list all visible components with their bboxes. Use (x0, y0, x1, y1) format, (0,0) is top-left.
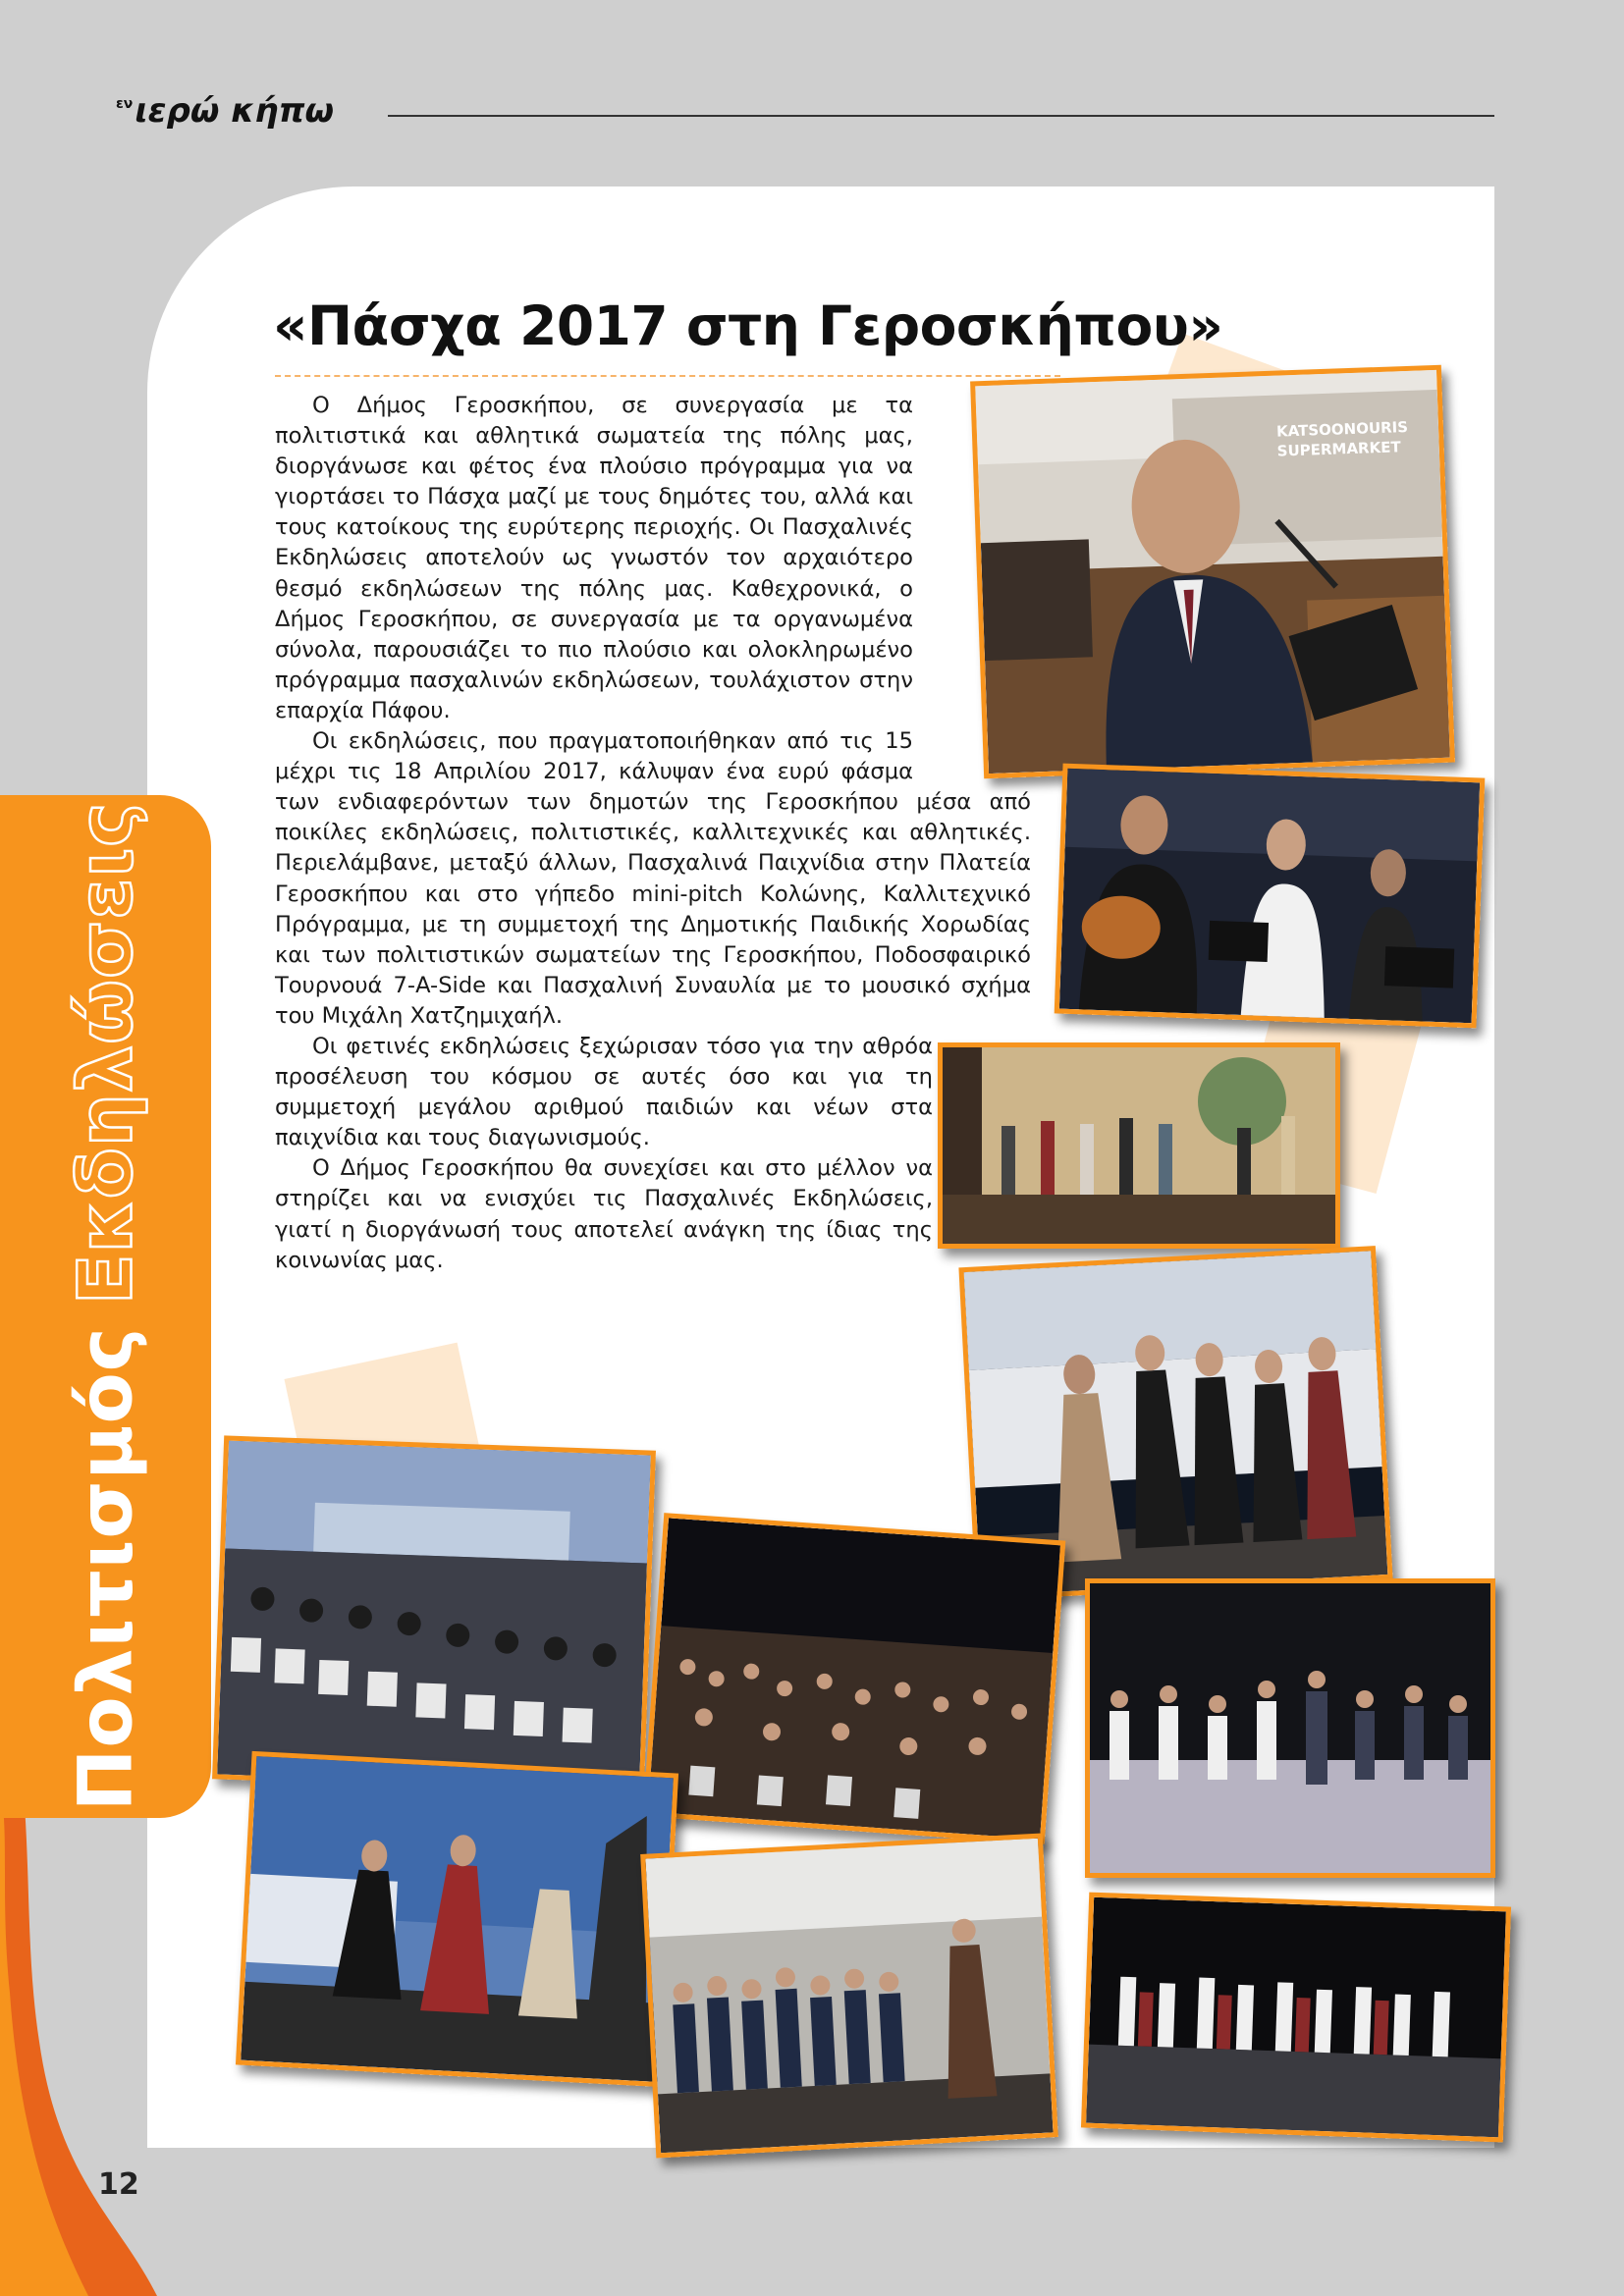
photo-night-dancers (1081, 1893, 1511, 2143)
photo-night-crowd (643, 1513, 1066, 1844)
photo-theatre-play (938, 1042, 1340, 1249)
sign-text-1: KATSOONOURIS (1275, 417, 1409, 441)
photo-children-choir (640, 1833, 1058, 2158)
photo-audience-seated (212, 1435, 656, 1793)
photo-musicians (1055, 764, 1486, 1029)
article-title: «Πάσχα 2017 στη Γεροσκήπου» (273, 294, 1223, 357)
article-paragraph: Οι φετινές εκδηλώσεις ξεχώρισαν τόσο για την αθρόα προσέλευση του κόσμου σε αυτές όσο και για τη συμμετοχή μεγάλου αριθμού παιδιών και νέων στα παιχνίδια και τους διαγωνισμούς. (275, 1033, 933, 1151)
photo-mayor-speech (970, 365, 1455, 779)
header-rule (388, 115, 1494, 117)
photo-folk-dance-twilight (236, 1751, 678, 2087)
brand-name: ιερώ κήπω (135, 91, 335, 131)
magazine-brand (116, 91, 335, 131)
article-paragraph: Ο Δήμος Γεροσκήπου θα συνεχίσει και στο μέλλον να στηρίζει και να ενισχύει τις Πασχαλινές Εκδηλώσεις, γιατί η διοργάνωσή τους αποτελεί ανάγκη της ίδιας της κοινωνίας μας. (275, 1155, 933, 1273)
section-word-2: Εκδηλώσεις (61, 801, 149, 1306)
sign-text-2: SUPERMARKET (1276, 438, 1401, 460)
photo-circle-dance (1085, 1578, 1495, 1878)
section-label (62, 802, 149, 1812)
title-rule (275, 375, 1060, 377)
page-number: 12 (98, 2167, 139, 2202)
brand-prefix: εν (116, 96, 134, 112)
section-word-1: Πολιτισμός (61, 1326, 149, 1812)
article-paragraph: Οι εκδηλώσεις, που πραγματοποιήθηκαν από τις 15 μέχρι τις 18 Απριλίου 2017, κάλυψαν ένα ευρύ φάσμα των ενδιαφερόντων των δημοτών της Γεροσκήπου μέσα από ποικίλες εκδηλώσεις, πολιτιστικές, καλλιτεχνικές και αθλητικές. Περιελάμβανε, μεταξύ άλλων, Πασχαλινά Παιχνίδια στην Πλατεία Γεροσκήπου και στο γήπεδο mini-pitch Κολώνης, Καλλιτεχνικό Πρόγραμμα, με τη συμμετοχή της Δημοτικής Παιδικής Χορωδίας και των πολιτιστικών σωματείων της Γεροσκήπου, Ποδοσφαιρικό Τουρνουά 7-A-Side και Πασχαλινή Συναυλία με το μουσικό σχήμα του Μιχάλη Χατζημιχαήλ. (275, 728, 1031, 1029)
article-paragraph: Ο Δήμος Γεροσκήπου, σε συνεργασία με τα πολιτιστικά και αθλητικά σωματεία της πόλης μας, διοργάνωσε και φέτος ένα πλούσιο πρόγραμμα για να γιορτάσει το Πάσχα μαζί με τους δημότες του, αλλά και τους κατοίκους της ευρύτερης περιοχής. Οι Πασχαλινές Εκδηλώσεις αποτελούν ως γνωστόν τον αρχαιότερο θεσμό εκδηλώσεων της πόλης μας. Καθεχρονικά, ο Δήμος Γεροσκήπου, σε συνεργασία με τα οργανωμένα σύνολα, παρουσιάζει το πιο πλούσιο και ολοκληρωμένο πρόγραμμα πασχαλινών εκδηλώσεων, τουλάχιστον στην επαρχία Πάφου. (275, 393, 913, 723)
